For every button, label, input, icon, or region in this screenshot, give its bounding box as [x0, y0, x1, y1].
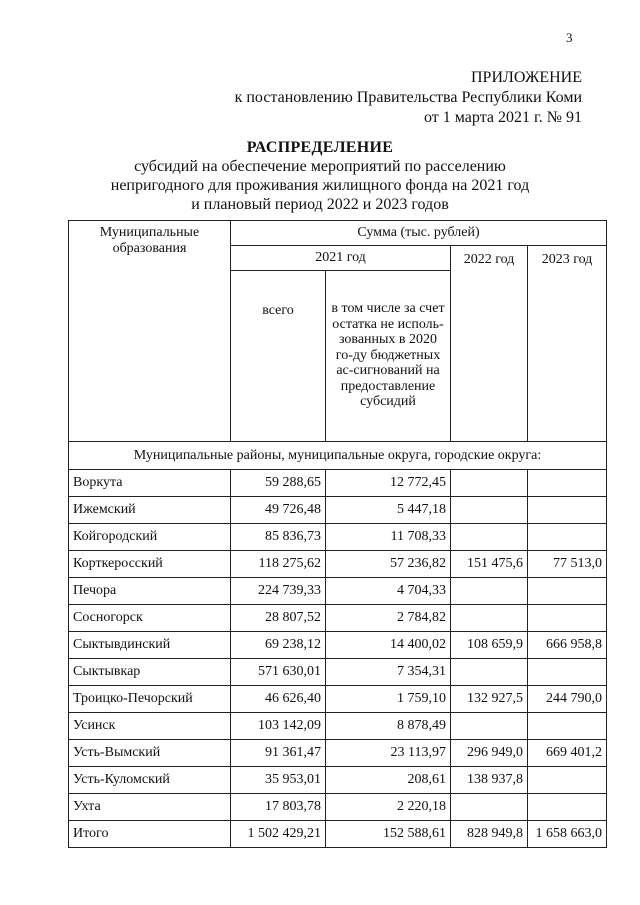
- table-row: [69, 740, 607, 767]
- municipality-name: Троицко-Печорский: [69, 686, 231, 713]
- municipality-name: Корткеросский: [69, 551, 231, 578]
- total-2021-value: 91 361,47: [231, 740, 326, 767]
- value-2023: 666 958,8: [528, 632, 607, 659]
- table-row: [69, 713, 607, 740]
- header-2022: 2022 год: [451, 246, 528, 442]
- total-2021-value: 59 288,65: [231, 470, 326, 497]
- table-row: [69, 605, 607, 632]
- total-2021-value: 17 803,78: [231, 794, 326, 821]
- value-2022: 296 949,0: [451, 740, 528, 767]
- value-2023: [528, 713, 607, 740]
- document-subtitle-line-1: субсидий на обеспечение мероприятий по расселению: [134, 158, 506, 175]
- value-2023: [528, 605, 607, 632]
- value-2022: 151 475,6: [451, 551, 528, 578]
- header-2021: 2021 год: [231, 246, 451, 271]
- value-2023: [528, 470, 607, 497]
- value-2023: 77 513,0: [528, 551, 607, 578]
- including-2021-value: 57 236,82: [326, 551, 451, 578]
- municipality-name: Усинск: [69, 713, 231, 740]
- value-2023: [528, 497, 607, 524]
- including-2021-value: 23 113,97: [326, 740, 451, 767]
- table-row: [69, 524, 607, 551]
- including-2021-value: 208,61: [326, 767, 451, 794]
- table-row: [69, 686, 607, 713]
- table-row: [69, 659, 607, 686]
- value-2022: 108 659,9: [451, 632, 528, 659]
- document-subtitle-line-3: и плановый период 2022 и 2023 годов: [191, 196, 449, 213]
- value-2022: [451, 605, 528, 632]
- municipality-name: Ижемский: [69, 497, 231, 524]
- total-2021-value: 85 836,73: [231, 524, 326, 551]
- value-2022: 828 949,8: [451, 821, 528, 848]
- table-row: [69, 470, 607, 497]
- including-2021-value: 14 400,02: [326, 632, 451, 659]
- page-number: 3: [566, 30, 573, 45]
- document-title: РАСПРЕДЕЛЕНИЕ: [246, 139, 394, 156]
- value-2022: [451, 497, 528, 524]
- table-row: [69, 767, 607, 794]
- annex-header: [235, 68, 582, 128]
- municipality-name: Усть-Куломский: [69, 767, 231, 794]
- table-row: [69, 821, 607, 848]
- including-2021-value: 12 772,45: [326, 470, 451, 497]
- table-row: [69, 497, 607, 524]
- value-2023: [528, 767, 607, 794]
- including-2021-value: 11 708,33: [326, 524, 451, 551]
- municipality-name: Сыктывкар: [69, 659, 231, 686]
- total-2021-value: 46 626,40: [231, 686, 326, 713]
- section-label: Муниципальные районы, муниципальные округа, городские округа:: [69, 442, 607, 470]
- value-2023: 669 401,2: [528, 740, 607, 767]
- value-2023: [528, 794, 607, 821]
- value-2023: 244 790,0: [528, 686, 607, 713]
- municipality-name: Койгородский: [69, 524, 231, 551]
- total-2021-value: 69 238,12: [231, 632, 326, 659]
- municipality-name: Печора: [69, 578, 231, 605]
- including-2021-value: 5 447,18: [326, 497, 451, 524]
- value-2023: [528, 524, 607, 551]
- municipality-name: Ухта: [69, 794, 231, 821]
- header-municipality: Муниципальные образования: [69, 221, 231, 442]
- annex-line-1: к постановлению Правительства Республики Коми: [234, 89, 582, 106]
- including-2021-value: 152 588,61: [326, 821, 451, 848]
- value-2023: [528, 659, 607, 686]
- value-2022: [451, 524, 528, 551]
- total-2021-value: 49 726,48: [231, 497, 326, 524]
- municipality-name: Итого: [69, 821, 231, 848]
- municipality-name: Усть-Вымский: [69, 740, 231, 767]
- including-2021-value: 2 784,82: [326, 605, 451, 632]
- including-2021-value: 1 759,10: [326, 686, 451, 713]
- value-2022: [451, 713, 528, 740]
- table-row: [69, 578, 607, 605]
- value-2023: 1 658 663,0: [528, 821, 607, 848]
- municipality-name: Воркута: [69, 470, 231, 497]
- annex-title: ПРИЛОЖЕНИЕ: [470, 69, 582, 86]
- distribution-table-body: [69, 221, 607, 848]
- including-2021-value: 2 220,18: [326, 794, 451, 821]
- document-subtitle-line-2: непригодного для проживания жилищного фонда на 2021 год: [110, 177, 530, 194]
- total-2021-value: 103 142,09: [231, 713, 326, 740]
- including-2021-value: 7 354,31: [326, 659, 451, 686]
- value-2022: [451, 578, 528, 605]
- annex-line-2: от 1 марта 2021 г. № 91: [424, 109, 582, 126]
- header-2023: 2023 год: [528, 246, 607, 442]
- section-row: [69, 442, 607, 470]
- municipality-name: Сыктывдинский: [69, 632, 231, 659]
- total-2021-value: 1 502 429,21: [231, 821, 326, 848]
- value-2022: [451, 659, 528, 686]
- municipality-name: Сосногорск: [69, 605, 231, 632]
- header-total: всего: [231, 271, 326, 442]
- table-row: [69, 794, 607, 821]
- table-row: [69, 632, 607, 659]
- value-2022: 138 937,8: [451, 767, 528, 794]
- value-2022: [451, 794, 528, 821]
- header-row-1: [69, 221, 607, 246]
- header-sum: Сумма (тыс. рублей): [231, 221, 607, 246]
- value-2023: [528, 578, 607, 605]
- table-row: [69, 551, 607, 578]
- total-2021-value: 35 953,01: [231, 767, 326, 794]
- header-including: в том числе за счет остатка не исполь-зованных в 2020 го-ду бюджетных ас-сигнований на предоставление субсидий: [326, 271, 451, 442]
- document-heading: [0, 138, 640, 214]
- distribution-table: [68, 220, 607, 848]
- total-2021-value: 118 275,62: [231, 551, 326, 578]
- total-2021-value: 28 807,52: [231, 605, 326, 632]
- value-2022: [451, 470, 528, 497]
- including-2021-value: 4 704,33: [326, 578, 451, 605]
- total-2021-value: 571 630,01: [231, 659, 326, 686]
- value-2022: 132 927,5: [451, 686, 528, 713]
- including-2021-value: 8 878,49: [326, 713, 451, 740]
- total-2021-value: 224 739,33: [231, 578, 326, 605]
